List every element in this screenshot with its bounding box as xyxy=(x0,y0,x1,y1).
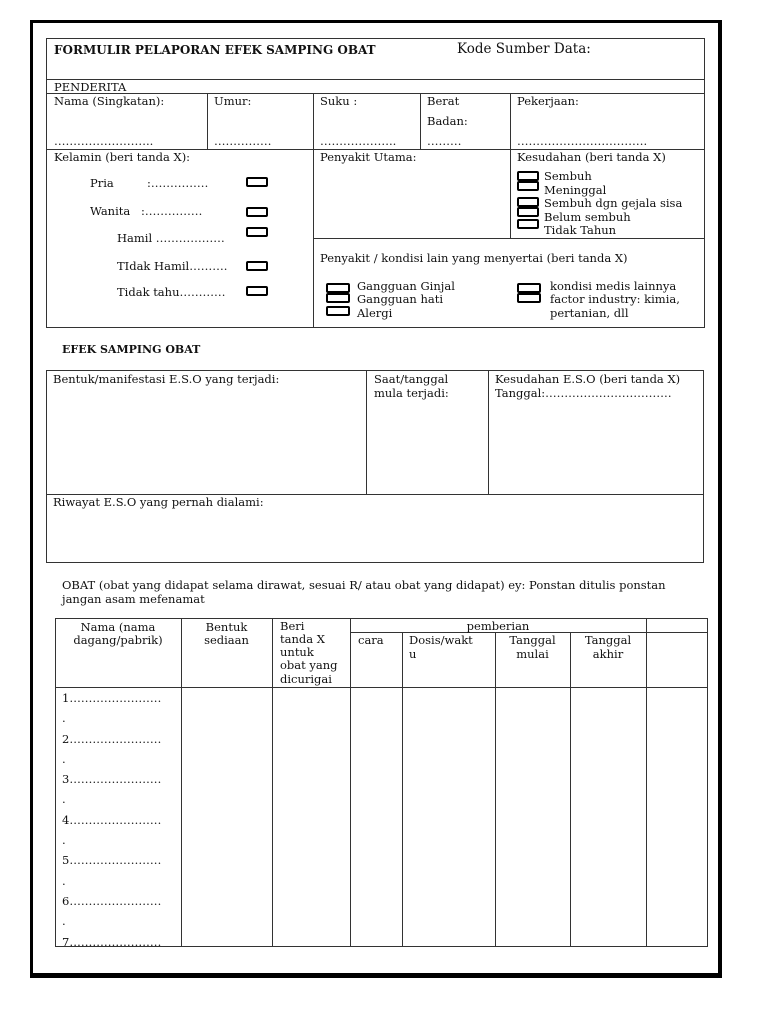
divider xyxy=(402,632,403,947)
kesudahan-option: Sembuh dgn gejala sisa xyxy=(544,196,683,210)
kode-sumber-data-label: Kode Sumber Data: xyxy=(457,41,591,57)
divider xyxy=(181,618,182,947)
kesudahan-option: Tidak Tahun xyxy=(544,223,617,237)
col-header-pemberian: pemberian xyxy=(466,619,530,633)
kesudahan-option: Belum sembuh xyxy=(544,210,631,224)
divider xyxy=(313,93,314,328)
col-header-dosis: Dosis/wakt xyxy=(409,633,473,647)
col-header-beri: dicurigai xyxy=(280,672,332,686)
divider xyxy=(646,618,647,947)
col-header-bentuk: Bentuk xyxy=(205,620,248,634)
col-header-beri: Beri xyxy=(280,619,305,633)
kondisi-option: Alergi xyxy=(357,306,393,320)
alergi-checkbox[interactable] xyxy=(326,306,350,316)
obat-row-cont: . xyxy=(62,711,66,726)
pekerjaan-field[interactable]: ……………………………. xyxy=(517,134,648,148)
tidak-tahun-checkbox[interactable] xyxy=(517,219,539,229)
obat-row-field[interactable]: 2…………………… xyxy=(62,731,162,746)
kondisi-option: kondisi medis lainnya xyxy=(550,279,677,293)
obat-row-field[interactable]: 4…………………… xyxy=(62,812,162,827)
kondisi-option: factor industry: kimia, xyxy=(550,292,680,306)
kesudahan-option: Meninggal xyxy=(544,183,607,197)
divider xyxy=(46,79,705,80)
divider xyxy=(570,632,571,947)
umur-field[interactable]: …………… xyxy=(214,134,272,148)
meninggal-checkbox[interactable] xyxy=(517,181,539,191)
belum-sembuh-checkbox[interactable] xyxy=(517,207,539,217)
col-header-dosis: u xyxy=(409,647,417,661)
riwayat-eso-label: Riwayat E.S.O yang pernah dialami: xyxy=(53,495,264,509)
obat-row-field[interactable]: 1…………………… xyxy=(62,691,162,705)
kondisi-option: Gangguan Ginjal xyxy=(357,279,455,293)
hati-checkbox[interactable] xyxy=(326,293,350,303)
tidak-hamil-checkbox[interactable] xyxy=(246,261,268,271)
saat-tanggal-label: mula terjadi: xyxy=(374,386,449,400)
saat-tanggal-label: Saat/tanggal xyxy=(374,372,449,386)
berat-field[interactable]: ……… xyxy=(427,134,462,148)
tidak-hamil-label: TIdak Hamil………. xyxy=(117,259,228,273)
hamil-checkbox[interactable] xyxy=(246,227,268,237)
col-header-tanggal-mulai: mulai xyxy=(516,647,549,661)
nama-label: Nama (Singkatan): xyxy=(54,94,165,108)
kesudahan-option: Sembuh xyxy=(544,169,592,183)
sembuh-gejala-checkbox[interactable] xyxy=(517,197,539,207)
kondisi-option: pertanian, dll xyxy=(550,306,629,320)
col-header-beri: tanda X xyxy=(280,632,325,646)
berat-label: Badan: xyxy=(427,114,468,128)
umur-label: Umur: xyxy=(214,94,252,108)
obat-row-field[interactable]: 5…………………… xyxy=(62,853,162,868)
obat-row-cont: . xyxy=(62,873,66,888)
penderita-label: PENDERITA xyxy=(54,80,127,94)
suku-label: Suku : xyxy=(320,94,358,108)
col-header-tanggal-akhir: akhir xyxy=(592,647,624,661)
berat-label: Berat xyxy=(427,94,460,108)
col-header-tanggal-akhir: Tanggal xyxy=(584,633,632,647)
divider xyxy=(207,93,208,149)
pria-checkbox[interactable] xyxy=(246,177,268,187)
col-header-nama: Nama (nama xyxy=(80,620,156,634)
col-header-tanggal-mulai: Tanggal xyxy=(509,633,556,647)
pria-field[interactable]: :…………… xyxy=(147,176,209,190)
kondisi-label: Penyakit / kondisi lain yang menyertai (beri tanda X) xyxy=(320,251,628,265)
divider xyxy=(488,370,489,494)
bentuk-eso-label: Bentuk/manifestasi E.S.O yang terjadi: xyxy=(53,372,280,386)
hamil-label: Hamil ……………… xyxy=(117,231,225,245)
col-header-nama: dagang/pabrik) xyxy=(73,633,163,647)
tidak-tahu-checkbox[interactable] xyxy=(246,286,268,296)
wanita-checkbox[interactable] xyxy=(246,207,268,217)
obat-intro: OBAT (obat yang didapat selama dirawat, sesuai R/ atau obat yang didapat) ey: Ponstan ditulis ponstan jangan asam mefenamat xyxy=(62,578,666,606)
col-header-cara: cara xyxy=(358,633,384,647)
wanita-field[interactable]: :…………… xyxy=(141,204,203,218)
kesudahan-label: Kesudahan (beri tanda X) xyxy=(517,150,666,164)
divider xyxy=(420,93,421,149)
divider xyxy=(350,618,351,947)
suku-field[interactable]: ……………….. xyxy=(320,134,397,148)
kesudahan-eso-label: Kesudahan E.S.O (beri tanda X) xyxy=(495,372,681,386)
obat-row-cont: . xyxy=(62,914,66,929)
tanggal-field[interactable]: Tanggal:…………………………… xyxy=(495,386,672,400)
col-header-beri: obat yang xyxy=(280,658,338,672)
divider xyxy=(313,238,705,239)
col-header-beri: untuk xyxy=(280,645,314,659)
penyakit-utama-label: Penyakit Utama: xyxy=(320,150,417,164)
pria-label: Pria xyxy=(90,176,114,190)
tidak-tahu-label: Tidak tahu………… xyxy=(117,285,226,299)
kondisi-medis-checkbox[interactable] xyxy=(517,283,541,293)
divider xyxy=(495,632,496,947)
kondisi-option: Gangguan hati xyxy=(357,292,444,306)
obat-rows xyxy=(62,688,180,952)
wanita-label: Wanita xyxy=(90,204,131,218)
obat-row-cont: . xyxy=(62,792,66,807)
pekerjaan-label: Pekerjaan: xyxy=(517,94,579,108)
form-title: FORMULIR PELAPORAN EFEK SAMPING OBAT xyxy=(54,43,376,57)
kelamin-label: Kelamin (beri tanda X): xyxy=(54,150,191,164)
sembuh-checkbox[interactable] xyxy=(517,171,539,181)
ginjal-checkbox[interactable] xyxy=(326,283,350,293)
divider xyxy=(272,618,273,947)
faktor-industri-checkbox[interactable] xyxy=(517,293,541,303)
obat-row-field[interactable]: 6…………………… xyxy=(62,893,162,908)
obat-row-cont: . xyxy=(62,833,66,848)
col-header-bentuk: sediaan xyxy=(204,633,249,647)
eso-section-title: EFEK SAMPING OBAT xyxy=(62,343,201,356)
obat-row-field[interactable]: 7…………………… xyxy=(62,934,162,949)
divider xyxy=(510,93,511,238)
divider xyxy=(366,370,367,494)
obat-row-field[interactable]: 3…………………… xyxy=(62,772,162,787)
nama-field[interactable]: …………………….. xyxy=(54,134,154,148)
obat-row-cont: . xyxy=(62,751,66,766)
